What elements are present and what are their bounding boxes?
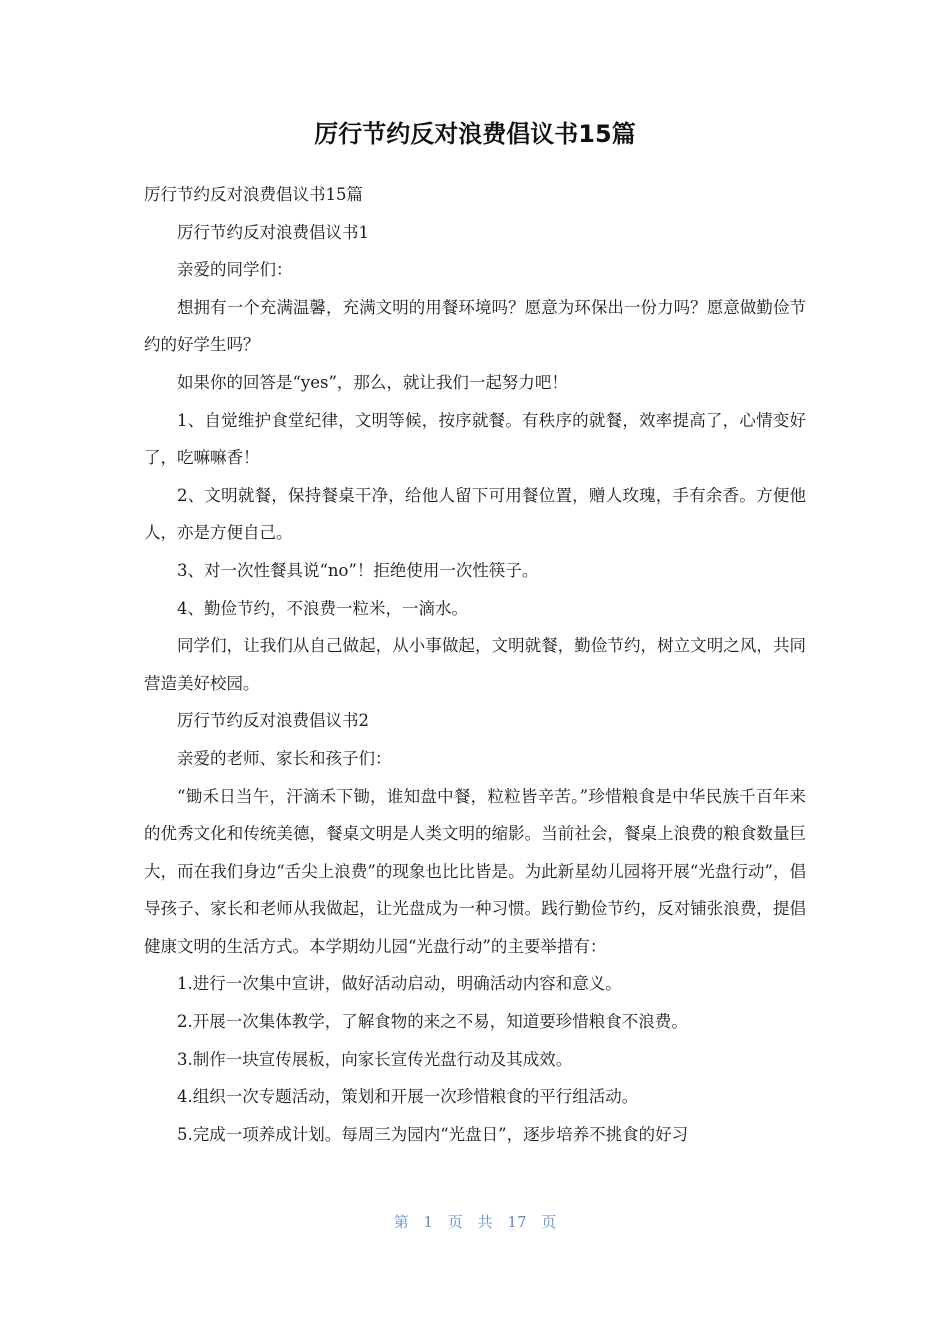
paragraph: 2、文明就餐，保持餐桌干净，给他人留下可用餐位置，赠人玫瑰，手有余香。方便他人，亦是方便自己。 [144, 485, 806, 543]
paragraph: 1、自觉维护食堂纪律，文明等候，按序就餐。有秩序的就餐，效率提高了，心情变好了，吃嘛嘛香！ [144, 410, 806, 468]
paragraph: 亲爱的老师、家长和孩子们： [177, 748, 392, 768]
footer-page-unit: 页 [447, 1213, 463, 1231]
paragraph: 3.制作一块宣传展板，向家长宣传光盘行动及其成效。 [177, 1049, 573, 1069]
paragraph: 2.开展一次集体教学，了解食物的来之不易，知道要珍惜粮食不浪费。 [177, 1012, 688, 1032]
paragraph: 厉行节约反对浪费倡议书15篇 [144, 185, 363, 204]
paragraph: 3、对一次性餐具说“no”！拒绝使用一次性筷子。 [177, 560, 539, 580]
paragraph: “锄禾日当午，汗滴禾下锄，谁知盘中餐，粒粒皆辛苦。”珍惜粮食是中华民族千百年来的优秀文化和传统美德，餐桌文明是人类文明的缩影。当前社会，餐桌上浪费的粮食数量巨大，而在我们身边“舌尖上浪费”的现象也比比皆是。为此新星幼儿园将开展“光盘行动”，倡导孩子、家长和老师从我做起，让光盘成为一种习惯。践行勤俭节约，反对铺张浪费，提倡健康文明的生活方式。本学期幼儿园“光盘行动”的主要举措有： [144, 786, 806, 956]
footer-total-unit: 页 [541, 1213, 557, 1231]
paragraph: 同学们，让我们从自己做起，从小事做起，文明就餐，勤俭节约，树立文明之风，共同营造美好校园。 [144, 636, 806, 693]
paragraph: 4.组织一次专题活动，策划和开展一次珍惜粮食的平行组活动。 [177, 1087, 639, 1107]
footer-current-page: 1 [423, 1213, 434, 1231]
footer-page-label: 第 [393, 1213, 409, 1231]
paragraph: 亲爱的同学们： [177, 260, 293, 280]
paragraph: 5.完成一项养成计划。每周三为园内“光盘日”，逐步培养不挑食的好习 [177, 1124, 689, 1144]
footer-total-label: 共 [477, 1213, 493, 1231]
document-title: 厉行节约反对浪费倡议书15篇 [314, 120, 636, 148]
paragraph: 如果你的回答是“yes”，那么，就让我们一起努力吧！ [177, 372, 568, 392]
paragraph: 厉行节约反对浪费倡议书1 [177, 222, 369, 242]
paragraph: 4、勤俭节约，不浪费一粒米，一滴水。 [177, 598, 468, 618]
paragraph: 想拥有一个充满温馨，充满文明的用餐环境吗？愿意为环保出一份力吗？愿意做勤俭节约的好学生吗？ [144, 297, 806, 355]
paragraph: 厉行节约反对浪费倡议书2 [177, 711, 369, 731]
page-footer [0, 1210, 950, 1234]
paragraph: 1.进行一次集中宣讲，做好活动启动，明确活动内容和意义。 [177, 974, 622, 994]
document-body [144, 176, 806, 1153]
footer-total-pages: 17 [507, 1213, 527, 1231]
